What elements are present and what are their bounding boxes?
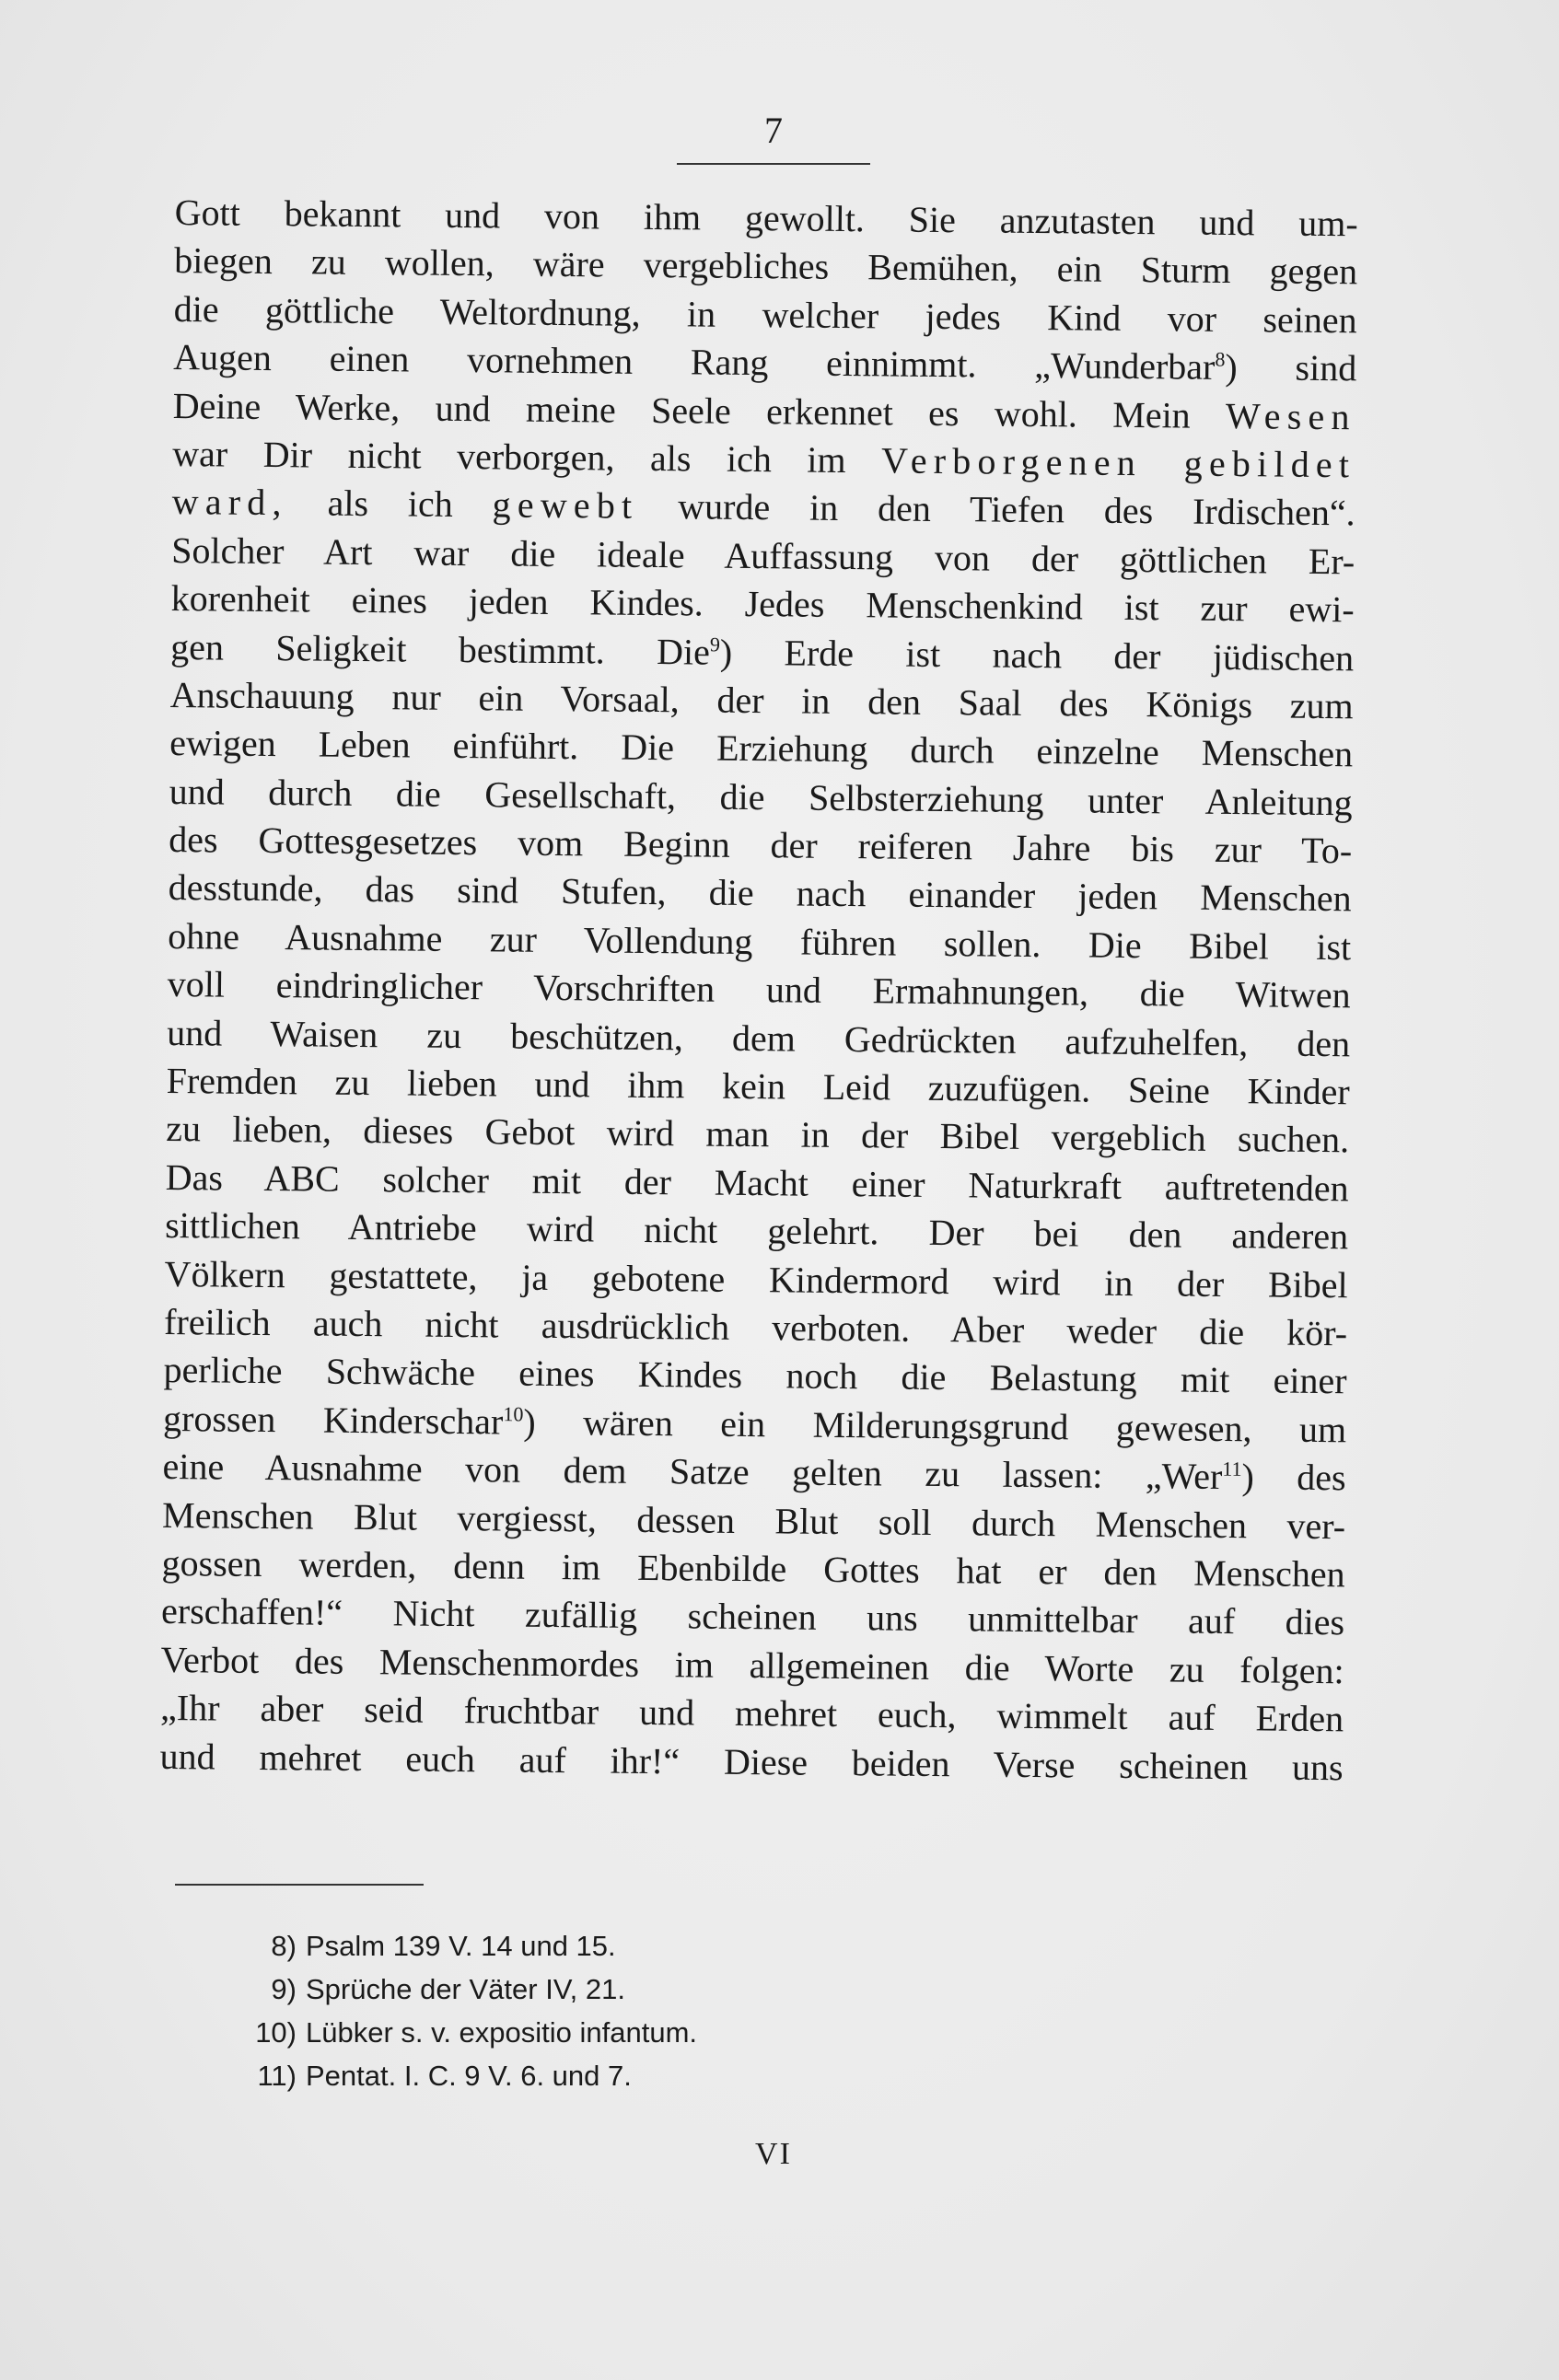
body-text (159, 189, 1358, 1792)
footnote-number: 10) (255, 2016, 297, 2049)
text-line: gen Seligkeit bestimmt. Die$^9$) Erde ist nach der jüdischen (170, 625, 1355, 679)
footnote-marker: 8 (1215, 347, 1226, 371)
text-line: ewigen Leben einführt. Die Erziehung durch einzelne Menschen (169, 722, 1354, 775)
text-line: Augen einen vornehmen Rang einnimmt. „Wunderbar$^8$) sind (173, 336, 1357, 389)
page-number: 7 (764, 110, 783, 151)
text-line: Fremden zu lieben und ihm kein Leid zuzufügen. Seine Kinder (166, 1059, 1350, 1113)
text-line: Anschauung nur ein Vorsaal, der in den Saal des Königs zum (169, 673, 1354, 727)
footnote-item (241, 1924, 697, 1968)
spaced-emphasis: ward, (171, 481, 288, 524)
text-line: Verbot des Menschenmordes im allgemeinen die Worte zu folgen: (160, 1638, 1344, 1691)
footnote-item (241, 1968, 697, 2011)
spaced-emphasis: Wesen (1225, 394, 1356, 437)
text-line: und mehret euch auf ihr!“ Diese beiden Verse scheinen uns (159, 1735, 1344, 1788)
footnotes (241, 1924, 697, 2097)
text-line: freilich auch nicht ausdrücklich verboten. Aber weder die kör- (163, 1300, 1348, 1354)
header-rule (677, 163, 870, 165)
footnote-number: 11) (257, 2060, 297, 2092)
text-line: perliche Schwäche eines Kindes noch die Belastung mit einer (163, 1349, 1347, 1402)
text-line: und Waisen zu beschützen, dem Gedrückten aufzuhelfen, den (166, 1011, 1351, 1064)
text-line: korenheit eines jeden Kindes. Jedes Menschenkind ist zur ewi- (170, 577, 1355, 631)
text-line: eine Ausnahme von dem Satze gelten zu lassen: „Wer$^{11}$) des (162, 1445, 1346, 1499)
footnote-text: Sprüche der Väter IV, 21. (306, 1973, 625, 2005)
spaced-emphasis: Verborgenen gebildet (880, 439, 1356, 486)
text-line: zu lieben, dieses Gebot wird man in der Bibel vergeblich suchen. (165, 1108, 1350, 1161)
text-line: ohne Ausnahme zur Vollendung führen sollen. Die Bibel ist (167, 914, 1352, 969)
text-line: grossen Kinderschar$^{10}$) wären ein Milderungsgrund gewesen, um (162, 1397, 1347, 1451)
text-line: die göttliche Weltordnung, in welcher jedes Kind vor seinen (173, 287, 1357, 342)
text-line: war Dir nicht verborgen, als ich im Verborgenen gebildet (172, 432, 1356, 486)
text-line: Deine Werke, und meine Seele erkennet es wohl. Mein Wesen (172, 384, 1356, 437)
footnote-marker: 9 (709, 632, 721, 656)
footnote-number: 9) (271, 1973, 297, 2005)
text-line: desstunde, das sind Stufen, die nach einander jeden Menschen (168, 866, 1352, 920)
text-line: Menschen Blut vergiesst, dessen Blut soll durch Menschen ver- (161, 1493, 1346, 1547)
footnote-item (241, 2054, 697, 2097)
text-line: „Ihr aber seid fruchtbar und mehret euch, wimmelt auf Erden (159, 1687, 1344, 1740)
footnote-marker: 10 (503, 1401, 524, 1426)
text-line: biegen zu wollen, wäre vergebliches Bemühen, ein Sturm gegen (174, 239, 1358, 293)
footnote-text: Lübker s. v. expositio infantum. (306, 2016, 698, 2049)
spaced-emphasis: gewebt (492, 483, 639, 528)
footnote-text: Pentat. I. C. 9 V. 6. und 7. (306, 2060, 632, 2092)
footnote-number: 8) (271, 1930, 297, 1962)
text-line: Völkern gestattete, ja gebotene Kindermord wird in der Bibel (164, 1252, 1348, 1306)
text-line: erschaffen!“ Nicht zufällig scheinen uns unmittelbar auf dies (160, 1590, 1345, 1643)
text-line: gossen werden, denn im Ebenbilde Gottes hat er den Menschen (161, 1541, 1345, 1596)
text-line: Gott bekannt und von ihm gewollt. Sie anzutasten und um- (174, 191, 1358, 245)
text-line: des Gottesgesetzes vom Beginn der reiferen Jahre bis zur To- (169, 818, 1353, 872)
text-line: ward, als ich gewebt wurde in den Tiefen des Irdischen“. (171, 481, 1355, 534)
footnote-item (241, 2011, 697, 2054)
footnote-text: Psalm 139 V. 14 und 15. (306, 1930, 616, 1962)
text-line: voll eindringlicher Vorschriften und Ermahnungen, die Witwen (167, 963, 1351, 1016)
text-line: Das ABC solcher mit der Macht einer Naturkraft auftretenden (165, 1155, 1349, 1210)
footnote-marker: 11 (1222, 1457, 1242, 1481)
text-line: sittlichen Antriebe wird nicht gelehrt. Der bei den anderen (164, 1204, 1349, 1258)
text-line: Solcher Art war die ideale Auffassung von der göttlichen Er- (171, 528, 1355, 583)
footnote-rule (175, 1884, 424, 1886)
signature-mark: VI (755, 2137, 792, 2171)
text-line: und durch die Gesellschaft, die Selbsterziehung unter Anleitung (169, 770, 1353, 823)
